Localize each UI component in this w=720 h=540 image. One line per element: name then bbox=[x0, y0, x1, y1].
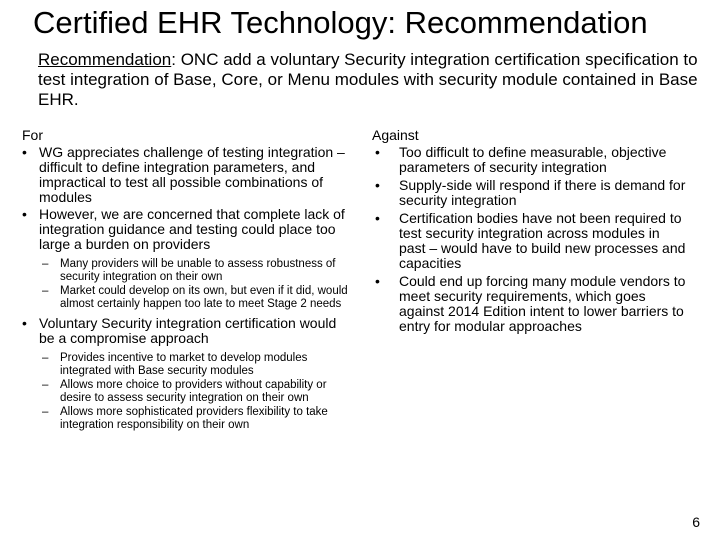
against-bullet bbox=[372, 145, 688, 175]
bullet-marker: • bbox=[375, 144, 380, 160]
against-bullet-text: Too difficult to define measurable, objective parameters of security integration bbox=[399, 144, 667, 175]
for-bullet-text: WG appreciates challenge of testing integration – difficult to define integration parameters, and impractical to test all possible combinations of modules bbox=[39, 144, 345, 205]
against-bullet bbox=[372, 178, 688, 208]
for-sub-bullet bbox=[22, 352, 352, 377]
for-bullet-text: However, we are concerned that complete lack of integration guidance and testing could place too large a burden on providers bbox=[39, 206, 345, 252]
for-bullet bbox=[22, 207, 352, 252]
against-bullet-text: Could end up forcing many module vendors to meet security requirements, which goes against 2014 Edition intent to lower barriers to entry for modular approaches bbox=[399, 273, 686, 334]
for-bullet bbox=[22, 316, 352, 346]
for-bullet-text: Voluntary Security integration certification would be a compromise approach bbox=[39, 315, 337, 346]
bullet-marker: • bbox=[375, 177, 380, 193]
for-sub-bullet-text: Allows more sophisticated providers flexibility to take integration responsibility on their own bbox=[60, 406, 328, 431]
for-sub-bullet bbox=[22, 406, 352, 431]
for-sub-bullet-text: Provides incentive to market to develop modules integrated with Base security modules bbox=[60, 352, 308, 377]
for-bullet bbox=[22, 145, 352, 205]
against-bullet bbox=[372, 211, 688, 271]
for-sublist bbox=[22, 258, 352, 310]
against-bullet-text: Certification bodies have not been required to test security integration across modules in past – would have to build new processes and capacities bbox=[399, 210, 686, 271]
page-number: 6 bbox=[692, 514, 700, 530]
against-bullet-text: Supply-side will respond if there is demand for security integration bbox=[399, 177, 686, 208]
recommendation-paragraph bbox=[38, 50, 698, 110]
for-sub-bullet bbox=[22, 379, 352, 404]
for-sub-bullet-text: Many providers will be unable to assess robustness of security integration on their own bbox=[60, 258, 336, 283]
for-column bbox=[22, 128, 352, 437]
dash-marker: – bbox=[42, 379, 49, 391]
bullet-marker: • bbox=[375, 273, 380, 289]
against-heading: Against bbox=[372, 127, 419, 143]
for-sublist bbox=[22, 352, 352, 431]
bullet-marker: • bbox=[375, 210, 380, 226]
dash-marker: – bbox=[42, 406, 49, 418]
for-sub-bullet bbox=[22, 258, 352, 283]
bullet-marker: • bbox=[22, 144, 27, 160]
bullet-marker: • bbox=[22, 206, 27, 222]
recommendation-label: Recommendation bbox=[38, 50, 172, 69]
recommendation-text: : ONC add a voluntary Security integration certification specification to test integration of Base, Core, or Menu modules with security module contained in Base EHR. bbox=[38, 50, 698, 109]
against-bullet bbox=[372, 274, 688, 334]
dash-marker: – bbox=[42, 352, 49, 364]
against-column bbox=[372, 128, 688, 337]
for-sub-bullet bbox=[22, 285, 352, 310]
slide-title: Certified EHR Technology: Recommendation bbox=[33, 5, 648, 40]
dash-marker: – bbox=[42, 258, 49, 270]
dash-marker: – bbox=[42, 285, 49, 297]
for-sub-bullet-text: Market could develop on its own, but even if it did, would almost certainly happen too late to meet Stage 2 needs bbox=[60, 285, 348, 310]
for-heading: For bbox=[22, 127, 43, 143]
bullet-marker: • bbox=[22, 315, 27, 331]
for-sub-bullet-text: Allows more choice to providers without capability or desire to assess security integration on their own bbox=[60, 379, 327, 404]
